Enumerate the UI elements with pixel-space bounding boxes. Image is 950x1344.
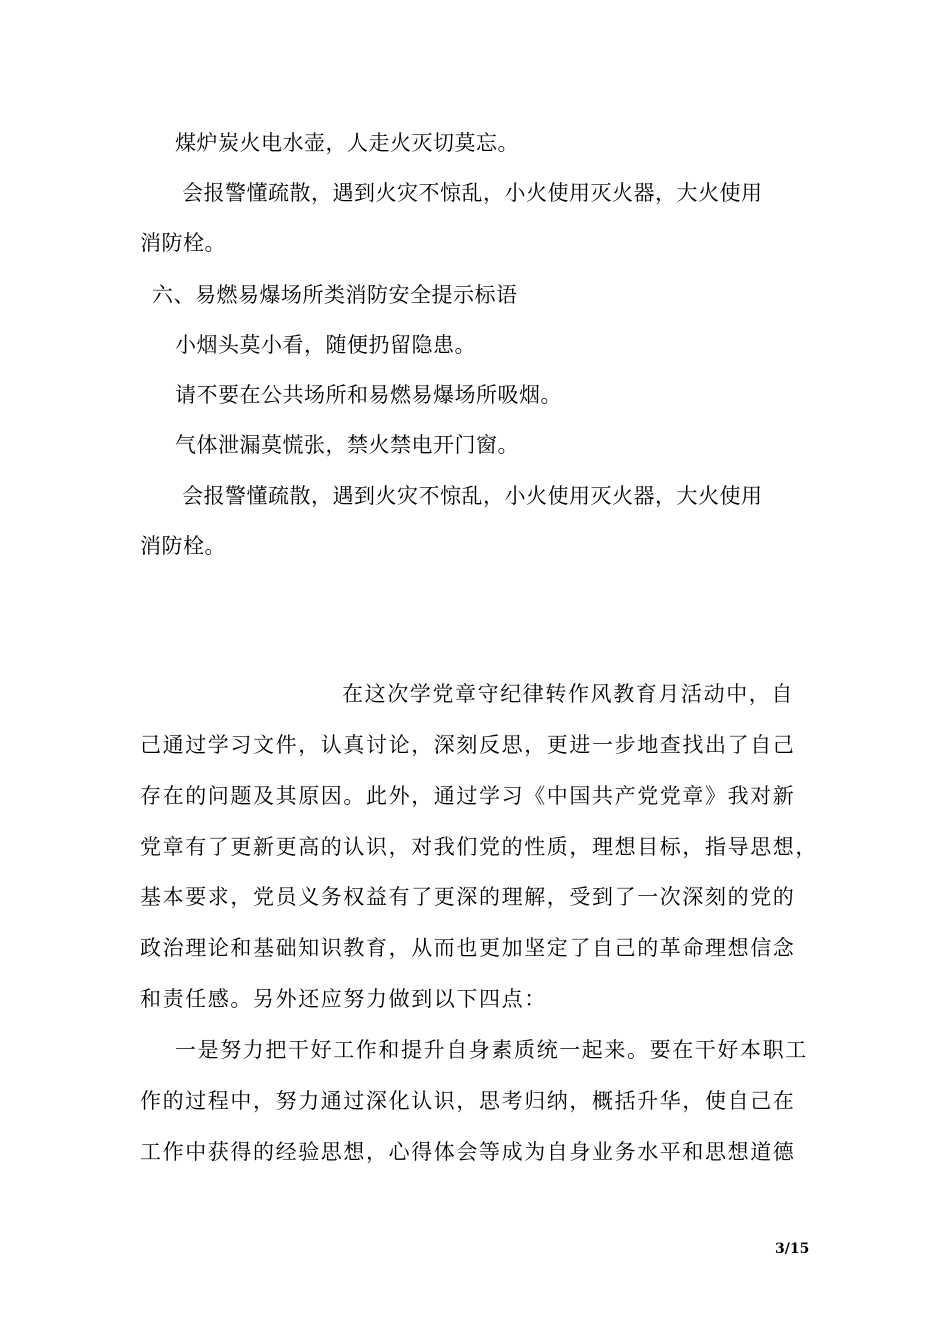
fire-slogan-cigarette: 小烟头莫小看，随便扔留隐患。 — [175, 333, 476, 357]
fire-slogan-alarm-2-line-2: 消防栓。 — [140, 534, 226, 558]
fire-slogan-alarm-1-line-2: 消防栓。 — [140, 231, 226, 255]
party-paragraph-line-3: 存在的问题及其原因。此外，通过学习《中国共产党党章》我对新 — [140, 784, 796, 808]
fire-slogan-stove: 煤炉炭火电水壶，人走火灭切莫忘。 — [175, 131, 519, 155]
party-paragraph-line-7: 和责任感。另外还应努力做到以下四点： — [140, 987, 547, 1011]
point-one-line-1: 一是努力把干好工作和提升自身素质统一起来。要在干好本职工 — [175, 1038, 808, 1062]
fire-slogan-gas-leak: 气体泄漏莫慌张，禁火禁电开门窗。 — [175, 433, 519, 457]
party-paragraph-line-6: 政治理论和基础知识教育，从而也更加坚定了自己的革命理想信念 — [140, 936, 796, 960]
fire-slogan-alarm-1-line-1: 会报警懂疏散，遇到火灾不惊乱，小火使用灭火器，大火使用 — [182, 181, 763, 205]
fire-slogan-alarm-2-line-1: 会报警懂疏散，遇到火灾不惊乱，小火使用灭火器，大火使用 — [182, 484, 763, 508]
section-heading-flammable: 六、易燃易爆场所类消防安全提示标语 — [152, 283, 518, 307]
page-number: 3/15 — [775, 1241, 810, 1257]
party-paragraph-line-4: 党章有了更新更高的认识，对我们党的性质，理想目标，指导思想， — [140, 835, 818, 859]
party-paragraph-line-2: 己通过学习文件，认真讨论，深刻反思，更进一步地查找出了自己 — [140, 733, 796, 757]
party-paragraph-line-1: 在这次学党章守纪律转作风教育月活动中，自 — [342, 682, 794, 706]
point-one-line-2: 作的过程中，努力通过深化认识，思考归纳，概括升华，使自己在 — [140, 1089, 796, 1113]
point-one-line-3: 工作中获得的经验思想，心得体会等成为自身业务水平和思想道德 — [140, 1140, 796, 1164]
fire-slogan-no-smoking: 请不要在公共场所和易燃易爆场所吸烟。 — [175, 383, 562, 407]
party-paragraph-line-5: 基本要求，党员义务权益有了更深的理解，受到了一次深刻的党的 — [140, 885, 796, 909]
